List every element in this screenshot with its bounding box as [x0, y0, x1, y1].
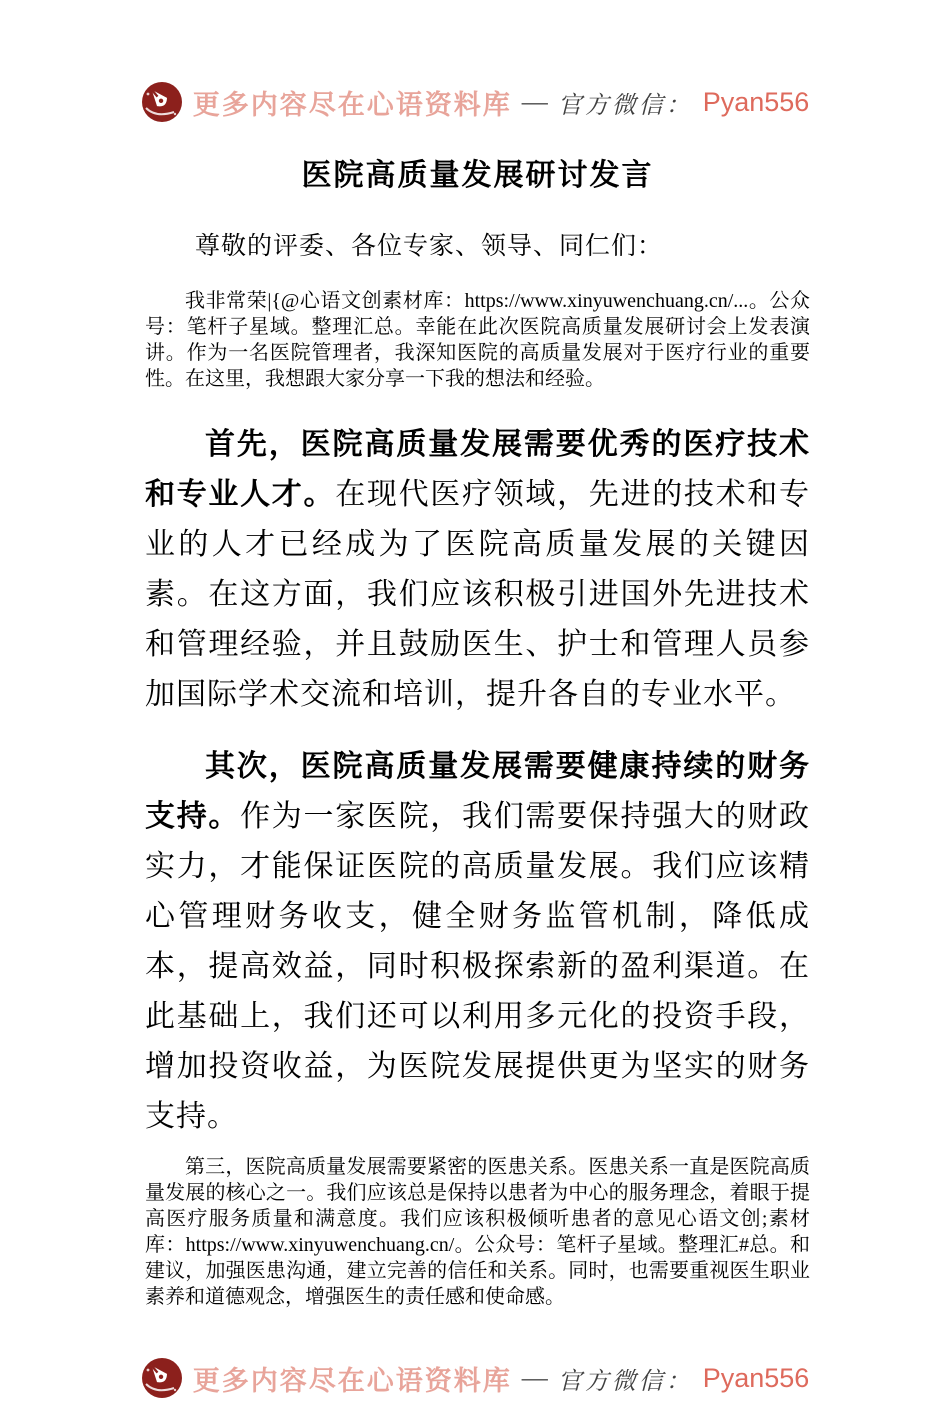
paragraph-third-point: 第三，医院高质量发展需要紧密的医患关系。医患关系一直是医院高质量发展的核心之一。我们应该总是保持以患者为中心的服务理念，着眼于提高医疗服务质量和满意度。我们应该积极倾听患者的意见心语文创;素材库：https://www.xinyuwenchuang.cn/。公众号：笔杆子星域。整理汇#总。和建议，加强医患沟通，建立完善的信任和关系。同时，也需要重视医生职业素养和道德观念，增强医生的责任感和使命感。 — [145, 1156, 810, 1308]
greeting-line: 尊敬的评委、各位专家、领导、同仁们： — [195, 233, 664, 260]
wechat-id: Pyan556 — [702, 86, 810, 117]
page-title: 医院高质量发展研讨发言 — [301, 159, 654, 192]
paragraph-first-point — [145, 420, 810, 720]
wechat-id: Pyan556 — [702, 1362, 810, 1393]
paragraph-second-point-body: 作为一家医院，我们需要保持强大的财政实力，才能保证医院的高质量发展。我们应该精心管理财务收支，健全财务监管机制，降低成本，提高效益，同时积极探索新的盈利渠道。在此基础上，我们还可以利用多元化的投资手段，增加投资收益，为医院发展提供更为坚实的财务支持。 — [145, 800, 811, 1133]
brand-text: 更多内容尽在心语资料库 — [192, 89, 512, 120]
wechat-label: 官方微信： — [557, 1368, 693, 1395]
document-page — [0, 78, 950, 1422]
pen-nib-circle-icon — [141, 81, 183, 123]
pen-nib-circle-icon — [141, 1357, 183, 1399]
footer-brand-line — [0, 1354, 950, 1402]
brand-text: 更多内容尽在心语资料库 — [192, 1365, 512, 1396]
wechat-label: 官方微信： — [557, 92, 693, 119]
paragraph-first-point-body: 在现代医疗领域，先进的技术和专业的人才已经成为了医院高质量发展的关键因素。在这方面，我们应该积极引进国外先进技术和管理经验，并且鼓励医生、护士和管理人员参加国际学术交流和培训，提升各自的专业水平。 — [145, 478, 811, 711]
paragraph-intro: 我非常荣|{@心语文创素材库：https://www.xinyuwenchuang.cn/...。公众号：笔杆子星域。整理汇总。幸能在此次医院高质量发展研讨会上发表演讲。作为一名医院管理者，我深知医院的高质量发展对于医疗行业的重要性。在这里，我想跟大家分享一下我的想法和经验。 — [145, 290, 810, 390]
header-brand-line — [0, 78, 950, 126]
paragraph-second-point — [145, 742, 810, 1142]
brand-dash: — — [521, 1363, 548, 1392]
document-body — [0, 150, 950, 1310]
paragraph-second-point-lead: 其次，医院高质量发展需要健康持续的财务支持。 — [145, 750, 810, 833]
brand-dash: — — [521, 87, 548, 116]
paragraph-first-point-lead: 首先，医院高质量发展需要优秀的医疗技术和专业人才。 — [145, 428, 810, 511]
